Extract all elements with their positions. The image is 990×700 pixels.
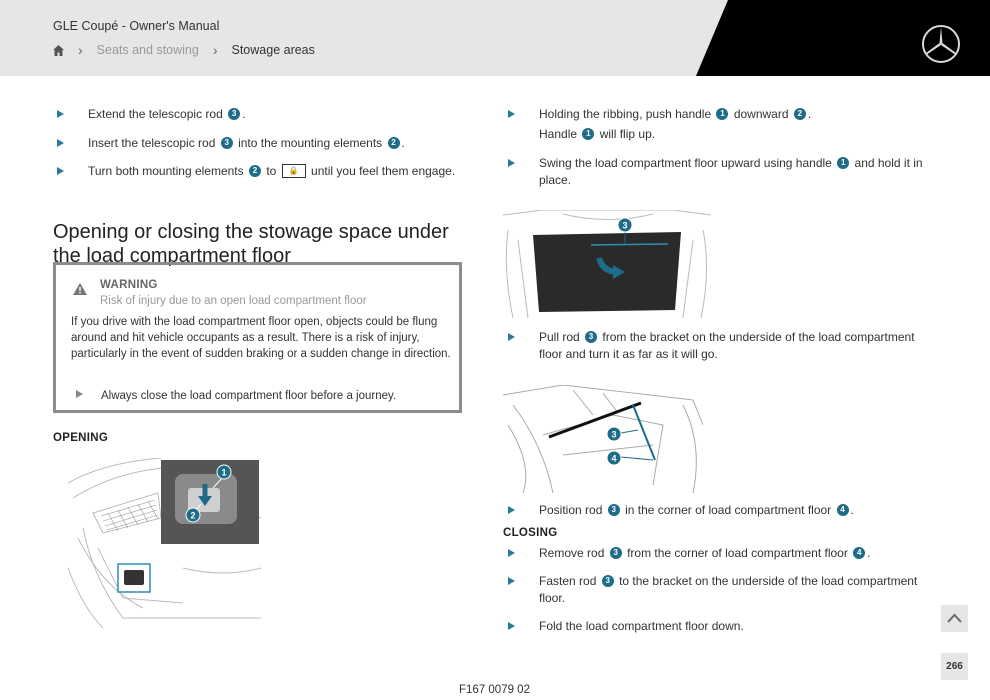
lock-symbol-icon: 🔒 (282, 164, 306, 178)
breadcrumb-stowage-areas: Stowage areas (231, 43, 315, 57)
callout-4: 4 (611, 453, 617, 464)
mercedes-star-logo-icon (921, 24, 961, 64)
chevron-right-icon: › (78, 42, 83, 58)
swing-floor-figure (503, 210, 711, 318)
closing-label: CLOSING (503, 527, 558, 539)
step-arrow-icon (76, 390, 83, 398)
position-rod-figure (503, 385, 703, 493)
manual-title: GLE Coupé - Owner's Manual (53, 19, 220, 33)
opening-label: OPENING (53, 432, 109, 444)
home-icon[interactable] (53, 45, 64, 56)
chevron-up-icon (941, 605, 968, 632)
warning-body: If you drive with the load compartment floor open, objects could be flung around and hit vehicle occupants as a result. There is a risk of injury, particularly in the event of sudden braking or a sudden change in direction. (71, 316, 451, 360)
callout-3-icon: 3 (221, 137, 233, 149)
callout-4-icon: 4 (853, 547, 865, 559)
callout-2: 2 (190, 510, 196, 521)
callout-1-icon: 1 (837, 157, 849, 169)
header-black-band (0, 0, 990, 76)
step-arrow-icon (508, 333, 515, 341)
step-arrow-icon (57, 139, 64, 147)
callout-3-icon: 3 (608, 504, 620, 516)
callout-1-icon: 1 (716, 108, 728, 120)
step-arrow-icon (508, 577, 515, 585)
callout-3: 3 (622, 220, 628, 231)
callout-2-icon: 2 (249, 165, 261, 177)
breadcrumb-seats-and-stowing[interactable]: Seats and stowing (96, 43, 199, 57)
step-arrow-icon (57, 110, 64, 118)
step-arrow-icon (508, 159, 515, 167)
callout-2-icon: 2 (388, 137, 400, 149)
callout-3-icon: 3 (585, 331, 597, 343)
callout-4-icon: 4 (837, 504, 849, 516)
step-arrow-icon (57, 167, 64, 175)
warning-box (53, 262, 462, 413)
step-arrow-icon (508, 549, 515, 557)
callout-2-icon: 2 (794, 108, 806, 120)
figure-code: F167 0079 02 (459, 684, 530, 696)
opening-handle-figure (63, 458, 261, 631)
chevron-right-icon: › (212, 42, 218, 58)
callout-1: 1 (221, 467, 227, 478)
step-arrow-icon (508, 622, 515, 630)
section-heading: Opening or closing the stowage space under the load compartment floor (53, 220, 449, 267)
warning-subtitle: Risk of injury due to an open load compartment floor (100, 295, 367, 307)
warning-action: Always close the load compartment floor before a journey. (76, 390, 396, 402)
callout-3: 3 (611, 429, 617, 440)
scroll-to-top-button[interactable] (941, 605, 968, 632)
warning-triangle-icon (73, 283, 87, 295)
callout-3-icon: 3 (228, 108, 240, 120)
breadcrumb (53, 42, 315, 58)
callout-1-icon: 1 (582, 128, 594, 140)
page-number-badge: 266 (941, 653, 968, 680)
callout-3-icon: 3 (602, 575, 614, 587)
step-arrow-icon (508, 110, 515, 118)
warning-title: WARNING (100, 279, 158, 291)
step-arrow-icon (508, 506, 515, 514)
callout-3-icon: 3 (610, 547, 622, 559)
